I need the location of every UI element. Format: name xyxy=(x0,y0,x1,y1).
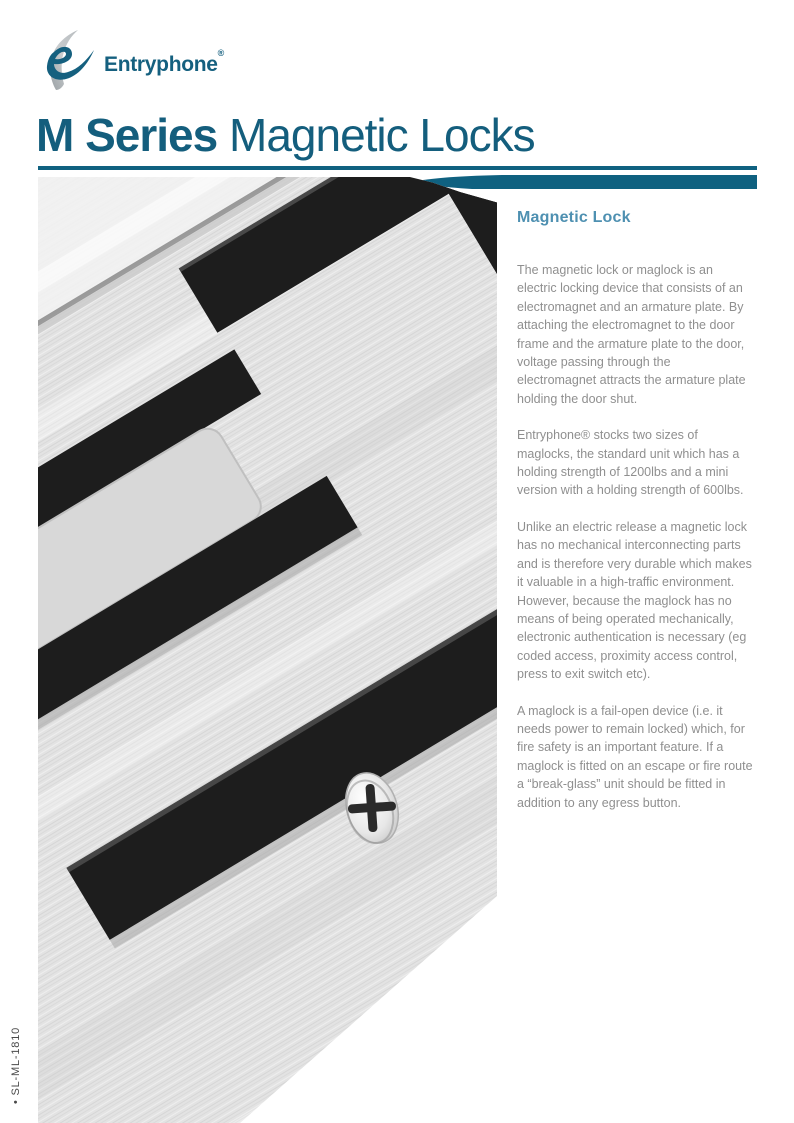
body-paragraph: The magnetic lock or maglock is an electric locking device that consists of an electromagnet and an armature plate. By attaching the electromagnet to the door frame and the armature plate to the door, voltage passing through the electromagnet attracts the armature plate holding the door shut. xyxy=(517,263,746,406)
brand-name: Entryphone® xyxy=(104,48,225,76)
page-title-emphasis: M Series xyxy=(36,109,218,161)
article-heading: Magnetic Lock xyxy=(517,209,631,226)
body-paragraph: Entryphone® stocks two sizes of maglocks, the standard unit which has a holding strength of 1200lbs and a mini version with a holding strength of 600lbs. xyxy=(517,428,744,498)
logo xyxy=(34,28,224,94)
maglock-face xyxy=(38,177,497,1123)
title-rule xyxy=(38,166,757,170)
page-title-rest: Magnetic Locks xyxy=(217,109,535,161)
title-accent-bar xyxy=(410,174,757,189)
maglock-photo xyxy=(38,177,497,1123)
page-title xyxy=(36,110,535,161)
document-code: • SL-ML-1810 xyxy=(10,1026,22,1104)
registered-mark: ® xyxy=(217,48,225,58)
entryphone-logo-icon xyxy=(34,28,100,94)
body-paragraph: Unlike an electric release a magnetic lock has no mechanical interconnecting parts and is therefore very durable which makes it valuable in a high-traffic environment. However, because the maglock has no means of being operated mechanically, electronic authentication is necessary (eg coded access, proximity access control, press to exit switch etc). xyxy=(517,519,752,682)
body-paragraph: A maglock is a fail-open device (i.e. it needs power to remain locked) which, for fire safety is an important feature. If a maglock is fitted on an escape or fire route a “break-glass” unit should be fitted in addition to any egress button. xyxy=(517,703,753,810)
article-column xyxy=(517,209,753,830)
